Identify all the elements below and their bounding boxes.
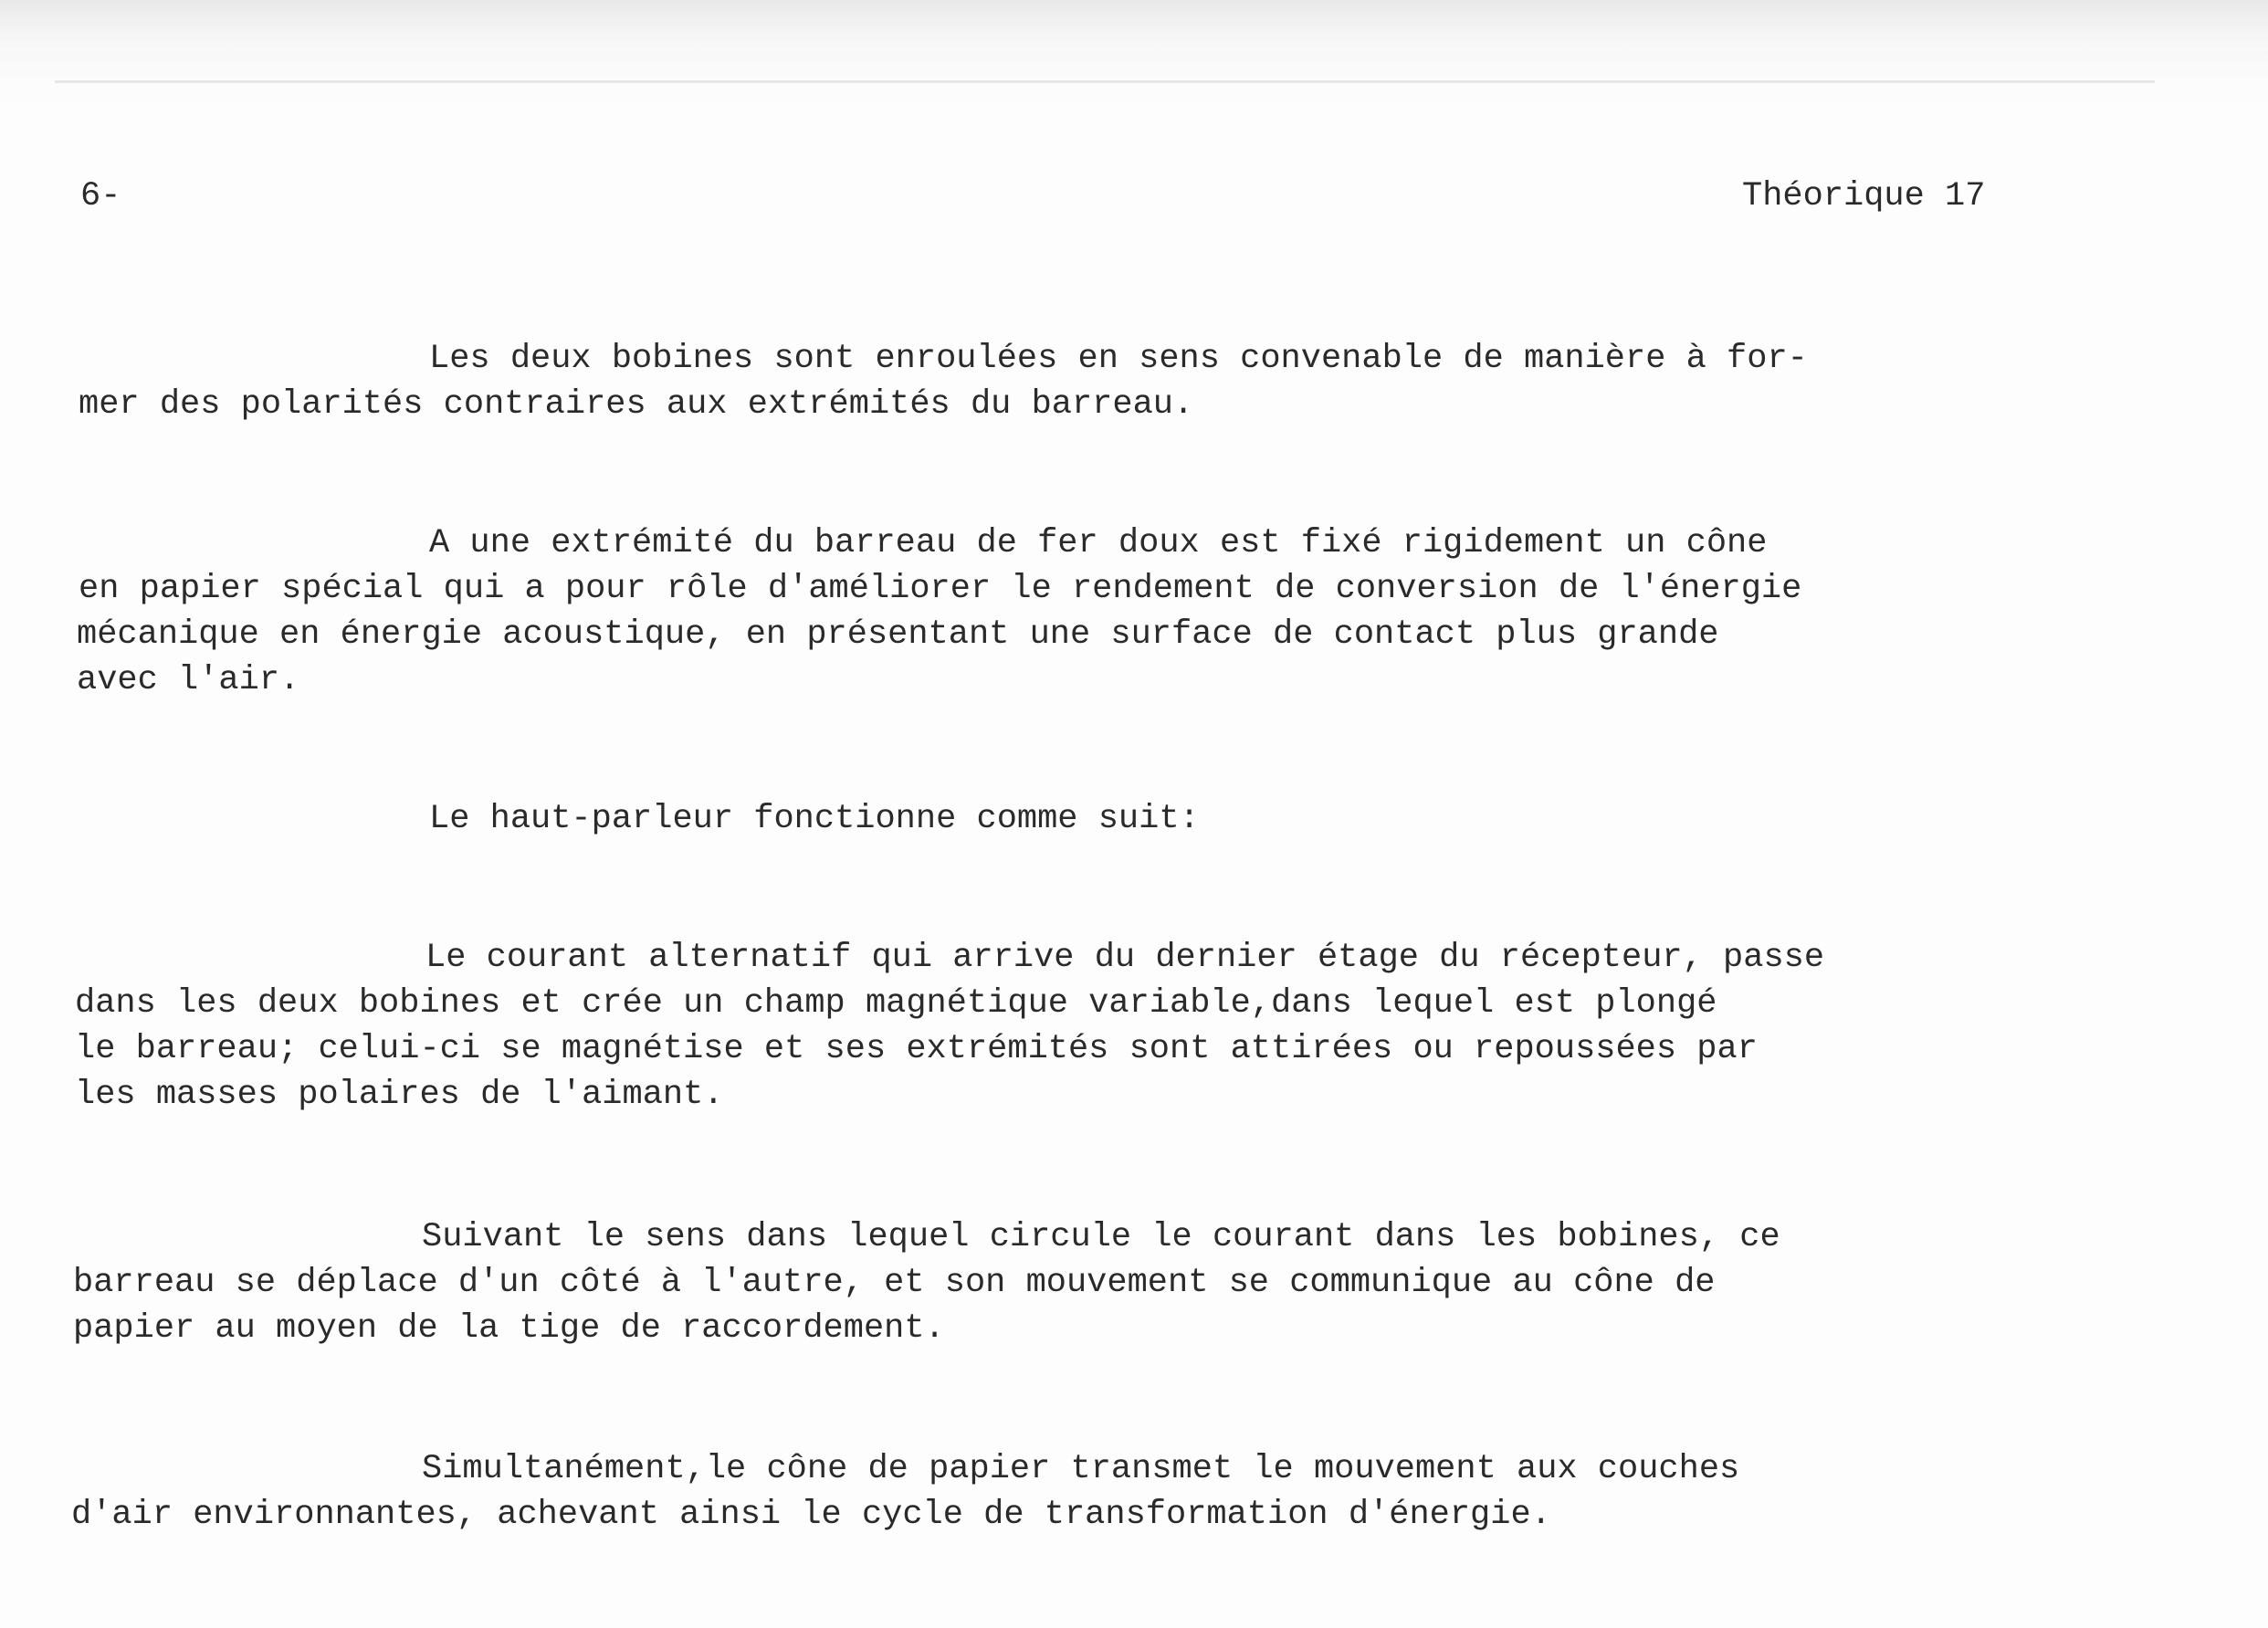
paragraph-line: Le courant alternatif qui arrive du dernier étage du récepteur, passe [425, 939, 1825, 977]
paragraph-line: Simultanément,le cône de papier transmet le mouvement aux couches [422, 1450, 1740, 1488]
page-number: 6- [80, 177, 121, 215]
paragraph-line: le barreau; celui-ci se magnétise et ses extrémités sont attirées ou repoussées par [75, 1030, 1758, 1068]
paragraph-line: Les deux bobines sont enroulées en sens convenable de manière à for- [429, 340, 1808, 378]
paragraph-line: Suivant le sens dans lequel circule le courant dans les bobines, ce [422, 1218, 1780, 1256]
paragraph-line: les masses polaires de l'aimant. [75, 1076, 724, 1114]
paragraph-line: en papier spécial qui a pour rôle d'améliorer le rendement de conversion de l'énergie [79, 570, 1802, 608]
paragraph-line: mécanique en énergie acoustique, en présentant une surface de contact plus grande [77, 615, 1719, 654]
paragraph-line: Le haut-parleur fonctionne comme suit: [429, 800, 1200, 838]
paragraph-line: A une extrémité du barreau de fer doux est fixé rigidement un cône [429, 524, 1768, 562]
page-title: Théorique 17 [1742, 177, 1986, 215]
paragraph-line: dans les deux bobines et crée un champ magnétique variable,dans lequel est plongé [75, 984, 1717, 1023]
scan-artifact [55, 80, 2155, 83]
paragraph-line: papier au moyen de la tige de raccordement. [73, 1309, 945, 1348]
paragraph-line: mer des polarités contraires aux extrémités du barreau. [79, 385, 1194, 424]
paragraph-line: barreau se déplace d'un côté à l'autre, et son mouvement se communique au cône de [73, 1264, 1716, 1302]
paragraph-line: d'air environnantes, achevant ainsi le cycle de transformation d'énergie. [71, 1496, 1551, 1534]
scan-shadow [0, 0, 2268, 119]
paragraph-line: avec l'air. [77, 661, 300, 699]
